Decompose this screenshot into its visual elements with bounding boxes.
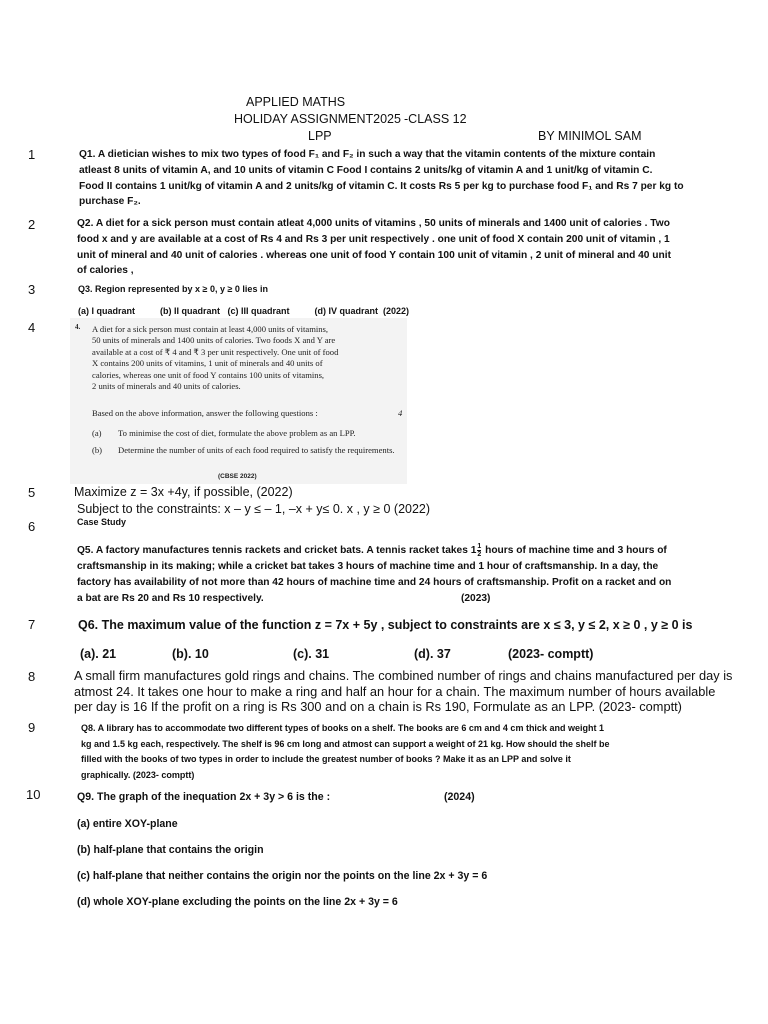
option-b: (b). 10 [172,647,209,661]
question-line: Q1. A dietician wishes to mix two types of food F₁ and F₂ in such a way that the vitamin contents of the mixture contain [79,149,656,160]
fraction-denominator: 2 [477,551,482,558]
question-line: craftsmanship in its making; while a cricket bat takes 3 hours of machine time and 1 hour of craftsmanship. In a day, the [77,560,659,572]
scan-line: 50 units of minerals and 1400 units of calories. Two foods X and Y are [92,335,336,346]
question-line: Food II contains 1 unit/kg of vitamin A and 2 units/kg of vitamin C. It costs Rs 5 per kg to purchase food F₁ and Rs 7 per kg to [79,180,684,192]
scan-line: A diet for a sick person must contain at least 4,000 units of vitamins, [92,324,329,334]
question-line: Q2. A diet for a sick person must contain atleat 4,000 units of vitamins , 50 units of minerals and 1400 unit of calories . Two [77,218,670,229]
question-1 [79,147,749,210]
question-line: graphically. (2023- comptt) [81,769,195,780]
question-line: food x and y are available at a cost of Rs 4 and Rs 3 per unit respectively . one unit of food X contain 200 unit of vitamin , 1 [77,233,670,245]
question-3-options: (a) I quadrant (b) II quadrant (c) III quadrant (d) IV quadrant (2022) [78,306,410,316]
question-number: 5 [28,485,36,500]
question-line [77,543,747,559]
year-label: (2023) [461,592,491,604]
scan-marks: 4 [398,408,403,418]
scan-part-text: Determine the number of units of each food required to satisfy the requirements. [118,445,395,455]
question-line: filled with the books of two types in order to include the greatest number of books ? Make it as an LPP and solve it [81,754,571,765]
question-2 [77,216,747,279]
question-number: 7 [28,617,36,632]
question-5-line-2: Subject to the constraints: x – y ≤ – 1, –x + y≤ 0. x , y ≥ 0 (2022) [77,502,431,516]
question-5-line-1: Maximize z = 3x +4y, if possible, (2022) [74,485,293,499]
option-d: (d) whole XOY-plane excluding the points on the line 2x + 3y = 6 [77,896,398,908]
option-a: (a). 21 [80,647,117,661]
assignment-title: HOLIDAY ASSIGNMENT2025 [234,112,401,126]
scan-part-text: To minimise the cost of diet, formulate the above problem as an LPP. [118,428,356,438]
scan-part-label: (a) [92,428,102,438]
question-10-stem: Q9. The graph of the inequation 2x + 3y > 6 is the : [77,791,331,803]
scan-intro: Based on the above information, answer the following questions : [92,408,318,418]
question-number: 1 [28,147,36,162]
question-line: unit of mineral and 40 unit of calories . whereas one unit of food Y contain 100 unit of vitamin , 2 unit of mineral and 40 unit [77,249,671,261]
scan-part-label: (b) [92,445,103,455]
class-label: -CLASS 12 [404,112,467,126]
question-line: A small firm manufactures gold rings and chains. The combined number of rings and chains manufactured per day is [74,668,733,683]
scan-line: X contains 200 units of vitamins, 1 unit of minerals and 40 units of [92,358,323,369]
question-line: Q8. A library has to accommodate two different types of books on a shelf. The books are 6 cm and 4 cm thick and weight 1 [81,723,604,733]
option-c: (c) half-plane that neither contains the origin nor the points on the line 2x + 3y = 6 [77,870,488,882]
option-a: (a) entire XOY-plane [77,818,178,830]
author-label: BY MINIMOL SAM [538,129,642,143]
scan-line: calories, whereas one unit of food Y contains 100 units of vitamins, [92,369,325,380]
scan-line: available at a cost of ₹ 4 and ₹ 3 per unit respectively. One unit of food [92,346,339,357]
scan-line: 2 units of minerals and 40 units of calories. [92,381,241,392]
option-d: (d). 37 [414,647,451,661]
option-c: (c). 31 [293,647,330,661]
question-number: 9 [28,720,36,735]
question-9 [81,721,751,783]
fraction [477,543,481,558]
fraction-numerator: 1 [477,543,482,550]
question-line: of calories , [77,265,134,277]
year-label: (2024) [444,791,475,803]
question-line: purchase F₂. [79,196,141,208]
year-label: (2023- comptt) [508,647,594,661]
question-3-stem: Q3. Region represented by x ≥ 0, y ≥ 0 lies in [78,284,268,294]
question-line: atmost 24. It takes one hour to make a ring and half an hour for a chain. The maximum number of hours available [74,683,716,699]
scan-source: (CBSE 2022) [218,473,257,480]
question-number: 2 [28,217,36,232]
question-number: 6 [28,519,36,534]
question-8 [74,668,764,715]
case-study-heading: Case Study [77,517,127,527]
question-number: 10 [26,787,41,802]
option-b: (b) half-plane that contains the origin [77,844,264,856]
question-line: factory has availability of not more than 42 hours of machine time and 24 hours of craftsmanship. Profit on a racket and on [77,576,672,588]
question-number: 3 [28,282,36,297]
question-line [77,591,747,607]
question-7-stem: Q6. The maximum value of the function z = 7x + 5y , subject to constraints are x ≤ 3, y ≤ 2, x ≥ 0 , y ≥ 0 is [78,618,693,632]
question-line: kg and 1.5 kg each, respectively. The shelf is 96 cm long and atmost can support a weight of 21 kg. How should the shelf be [81,738,610,749]
scan-question-number: 4. [75,323,81,331]
topic-label: LPP [308,129,332,143]
scan-question-stem [92,324,392,392]
question-line: atleast 8 units of vitamin A, and 10 units of vitamin C Food I contains 2 units/kg of vitamin A and 1 unit/kg of vitamin C. [79,164,653,176]
question-text: a bat are Rs 20 and Rs 10 respectively. [77,592,264,604]
question-4-scan [70,318,407,484]
question-number: 4 [28,320,36,335]
subject-title: APPLIED MATHS [246,95,346,109]
question-text: Q5. A factory manufactures tennis rackets and cricket bats. A tennis racket takes 1 [77,545,477,557]
question-number: 8 [28,669,36,684]
question-text: hours of machine time and 3 hours of [482,545,667,557]
question-line: per day is 16 If the profit on a ring is Rs 300 and on a chain is Rs 190, Formulate as an LPP. (2023- comptt) [74,699,682,714]
case-study-question [77,543,747,606]
